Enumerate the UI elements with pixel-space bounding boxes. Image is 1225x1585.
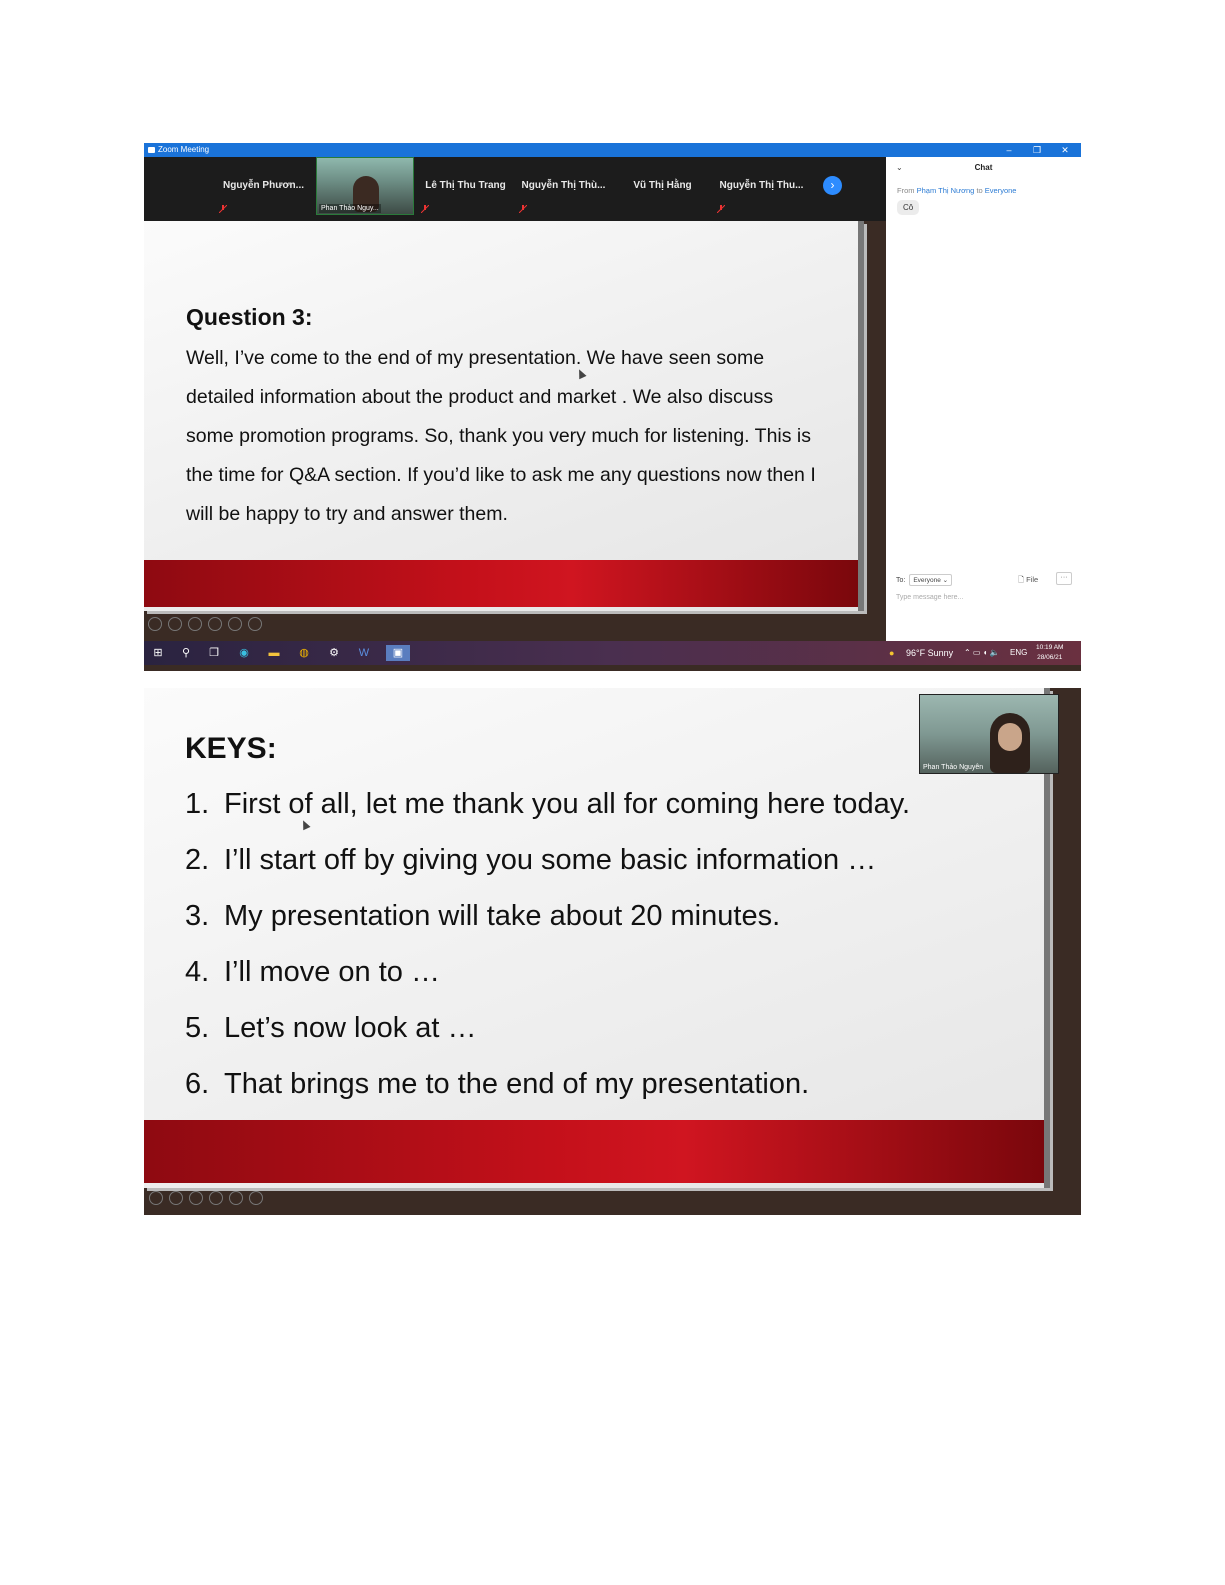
close-button[interactable]: ✕ [1061,145,1069,155]
chat-input[interactable]: Type message here... [896,594,964,601]
next-slide-icon[interactable] [169,1191,183,1205]
slide-title: Question 3: [186,304,313,330]
chat-panel [886,157,1081,641]
chevron-down-icon[interactable]: ⌄ [896,163,903,172]
from-label: From [897,186,915,195]
participant-video-tile[interactable] [316,157,414,215]
list-item [185,888,910,944]
chrome-icon[interactable]: ◍ [299,647,309,659]
participant-name: Vũ Thị Hằng [633,180,692,191]
system-clock[interactable] [1036,643,1063,663]
participant-tile[interactable] [417,157,514,215]
slide-footer-bar [144,1120,1044,1183]
word-icon[interactable]: W [358,647,370,659]
item-number: 5. [185,1012,210,1044]
tray-icons[interactable]: ⌃ ▭ ◖ 🔈 [964,648,1000,657]
next-participants-button[interactable]: › [823,176,842,195]
keys-slide-screenshot [144,688,1081,1215]
item-text: My presentation will take about 20 minutes. [224,900,781,932]
chat-sender-line [897,186,1016,195]
weather-text[interactable]: 96°F Sunny [906,648,954,658]
participant-name: Nguyễn Thị Thù... [521,180,606,191]
list-item [185,832,910,888]
shared-slide-keys [144,688,1050,1188]
participant-name: Nguyễn Thị Thu... [719,180,804,191]
participant-name: Lê Thị Thu Trang [425,180,506,191]
settings-gear-icon[interactable]: ⚙ [329,647,339,659]
search-icon[interactable]: ⚲ [181,647,191,659]
self-view-video[interactable] [919,694,1059,774]
item-number: 4. [185,956,210,988]
mic-muted-icon [421,205,429,213]
chat-recipient-row [896,574,952,586]
participant-face [998,723,1022,751]
item-text: I’ll start off by giving you some basic information … [224,844,877,876]
sender-name[interactable]: Phạm Thị Nương [916,186,975,195]
keys-list [185,776,910,1112]
file-explorer-icon[interactable]: ▬ [268,647,280,659]
item-number: 6. [185,1068,210,1100]
to-label: To: [896,576,906,584]
slideshow-controls[interactable] [149,1191,263,1205]
pen-icon[interactable] [188,617,202,631]
item-number: 1. [185,788,210,820]
windows-start-icon[interactable]: ⊞ [153,647,163,659]
slides-icon[interactable] [208,617,222,631]
pen-icon[interactable] [189,1191,203,1205]
window-titlebar [144,143,1081,157]
slideshow-controls[interactable] [148,617,262,631]
more-icon[interactable] [248,617,262,631]
zoom-meeting-screenshot [144,143,1081,671]
edge-browser-icon[interactable]: ◉ [239,647,249,659]
item-text: First of all, let me thank you all for coming here today. [224,788,911,820]
list-item [185,944,910,1000]
participant-tile[interactable] [215,157,312,215]
participant-tile[interactable] [614,157,711,215]
participant-name: Nguyễn Phươn... [222,180,305,191]
participant-tile[interactable] [713,157,810,215]
slide-footer-bar [144,560,858,607]
chat-message: Cô [897,200,919,215]
window-title: Zoom Meeting [158,145,210,154]
weather-icon: ● [889,648,895,658]
clock-time: 10:19 AM [1036,644,1064,651]
language-indicator[interactable]: ENG [1010,648,1028,657]
slides-icon[interactable] [209,1191,223,1205]
self-view-name: Phan Thảo Nguyên [923,764,984,771]
restore-button[interactable]: ❐ [1032,145,1042,155]
more-icon[interactable] [249,1191,263,1205]
mic-muted-icon [717,205,725,213]
zoom-icon[interactable] [228,617,242,631]
minimize-button[interactable]: – [1006,145,1012,155]
windows-taskbar [144,641,1081,665]
recipient-name[interactable]: Everyone [984,186,1017,195]
file-button[interactable]: 🗋 File [1018,575,1039,584]
zoom-logo-icon [148,147,155,153]
more-options-button[interactable]: ··· [1056,572,1072,585]
participant-strip [144,157,886,221]
prev-slide-icon[interactable] [148,617,162,631]
clock-date: 28/06/21 [1037,654,1063,661]
prev-slide-icon[interactable] [149,1191,163,1205]
participant-tile[interactable] [515,157,612,215]
mic-muted-icon [519,205,527,213]
recipient-select-value: Everyone [913,577,941,584]
item-text: That brings me to the end of my presentation. [224,1068,810,1100]
slide-title: KEYS: [185,732,277,765]
slide-body: Well, I’ve come to the end of my presentation. We have seen some detailed information about the product and market . We also discuss some promotion programs. So, thank you very much for listening. This is the time for Q&A section. If you’d like to ask me any questions now then I will be happy to try and answer them. [186,347,816,525]
item-number: 2. [185,844,210,876]
zoom-app-icon[interactable]: ▣ [386,645,410,661]
item-text: I’ll move on to … [224,956,440,988]
file-label: File [1026,575,1039,584]
next-slide-icon[interactable] [168,617,182,631]
item-number: 3. [185,900,210,932]
participant-name: Phan Thảo Nguy... [321,205,379,212]
zoom-icon[interactable] [229,1191,243,1205]
shared-slide-question [144,221,864,611]
item-text: Let’s now look at … [224,1012,477,1044]
list-item [185,776,910,832]
to-word: to [976,186,983,195]
list-item [185,1000,910,1056]
recipient-select[interactable]: Everyone ⌄ [909,574,952,586]
task-view-icon[interactable]: ❐ [209,647,219,659]
chat-header: Chat [974,163,993,172]
mic-muted-icon [219,205,227,213]
list-item [185,1056,910,1112]
